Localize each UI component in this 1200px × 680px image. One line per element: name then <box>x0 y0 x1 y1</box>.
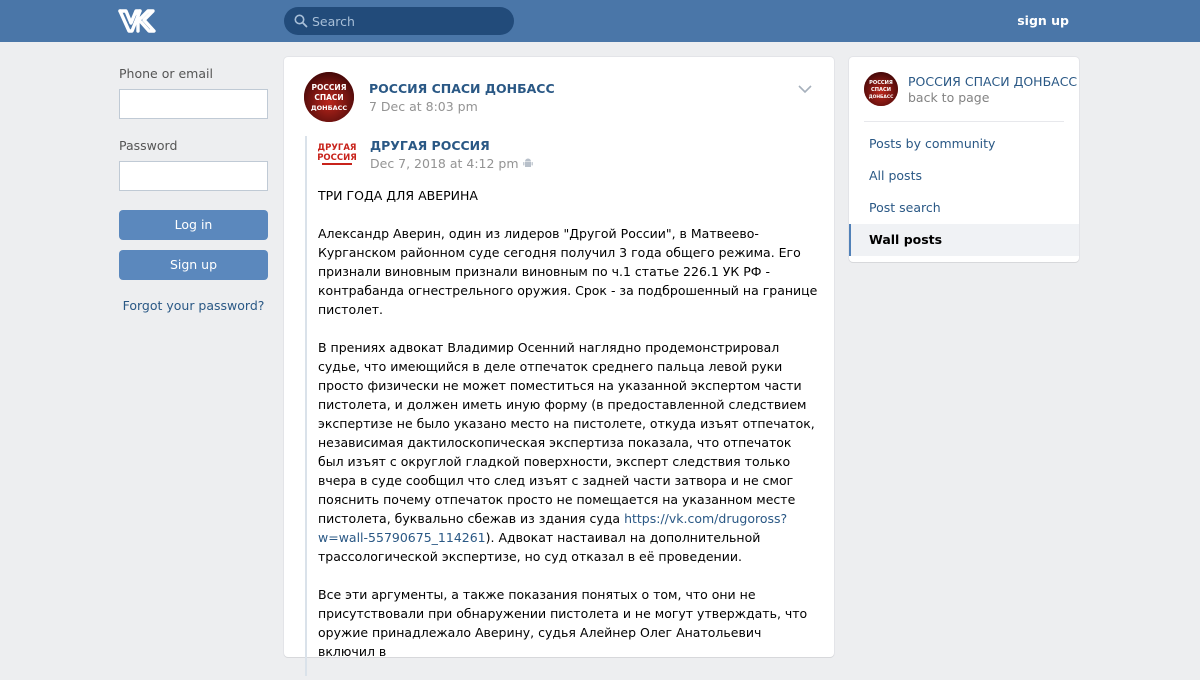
post-inline-link[interactable]: https://vk.com/drugoross?w=wall-55790675_114261 <box>318 511 788 545</box>
community-avatar[interactable] <box>304 72 354 122</box>
search-input[interactable] <box>312 7 507 35</box>
repost-logo-line: ДРУГАЯ <box>317 143 357 153</box>
sidebar-item-all-posts[interactable]: All posts <box>869 168 922 183</box>
repost-date-link[interactable]: Dec 7, 2018 at 4:12 pm <box>370 156 519 171</box>
password-label: Password <box>119 138 178 153</box>
sidebar-community-avatar[interactable] <box>864 72 898 106</box>
password-field[interactable] <box>119 161 268 191</box>
vk-logo-icon[interactable] <box>118 8 154 34</box>
chevron-down-icon[interactable] <box>798 84 812 94</box>
post-title: ТРИ ГОДА ДЛЯ АВЕРИНА <box>318 188 478 203</box>
post-paragraph: Все эти аргументы, а также показания понятых о том, что они не присутствовали при обнаружении пистолета и не могут утверждать, что оружие принадлежало Аверину, судья Алейнер Олег Анатольевич включил в <box>318 587 808 659</box>
sidebar-community-title[interactable]: РОССИЯ СПАСИ ДОНБАСС <box>908 74 1078 89</box>
avatar-text-line: РОССИЯ <box>869 80 893 87</box>
avatar-text-line: ДОНБАСС <box>868 94 894 100</box>
forgot-password-link[interactable]: Forgot your password? <box>122 298 265 313</box>
sidebar-item-post-search[interactable]: Post search <box>869 200 941 215</box>
repost-logo-line: РОССИЯ <box>317 153 357 163</box>
avatar-text-line: ДОНБАСС <box>310 104 348 112</box>
phone-label: Phone or email <box>119 66 213 81</box>
sidebar-item-wall-posts[interactable]: Wall posts <box>849 224 1079 256</box>
search-box[interactable] <box>284 7 514 35</box>
search-icon <box>294 14 308 28</box>
avatar-text-line: СПАСИ <box>314 93 344 102</box>
avatar-text-line: РОССИЯ <box>311 83 347 92</box>
back-to-page-link[interactable]: back to page <box>908 90 990 105</box>
repost-logo[interactable] <box>319 139 355 169</box>
sidebar-menu <box>849 128 1079 256</box>
login-form <box>119 66 268 313</box>
post-text <box>318 186 818 680</box>
header-signup-link[interactable]: sign up <box>1017 13 1069 28</box>
login-button[interactable]: Log in <box>119 210 268 240</box>
repost-date <box>370 156 533 171</box>
community-sidebar <box>849 57 1079 262</box>
sidebar-divider <box>864 121 1064 122</box>
post-date-link[interactable]: 7 Dec at 8:03 pm <box>369 99 478 114</box>
avatar-text-line: СПАСИ <box>871 87 891 94</box>
signup-button[interactable]: Sign up <box>119 250 268 280</box>
repost-author-link[interactable]: ДРУГАЯ РОССИЯ <box>370 138 490 153</box>
wall-post <box>284 57 834 657</box>
post-paragraph: В прениях адвокат Владимир Осенний наглядно продемонстрировал судье, что имеющийся в деле отпечаток среднего пальца левой руки просто физически не может поместиться на указанной экспертом части пистолета, и должен иметь иную форму (в предоставленной следствием экспертизе не было указано место на пистолете, откуда изъят отпечаток, независимая дактилоскопическая экспертиза показала, что отпечаток был изъят с округлой гладкой поверхности, эксперт следствия только вчера в суде сообщил что след изъят с задней части затвора и не смог пояснить почему отпечаток просто не помещается на указанном месте пистолета, буквально сбежав из здания суда https://vk.com/drugoross?w=wall-55790675_114261). Адвокат настаивал на дополнительной трассологической экспертизе, но суд отказал в её проведении. <box>318 340 815 564</box>
android-icon <box>523 158 533 169</box>
post-paragraph: Александр Аверин, один из лидеров "Другой России", в Матвеево-Курганском районном суде сегодня получил 3 года общего режима. Его признали виновным признали виновным по ч.1 статье 226.1 УК РФ - контрабанда огнестрельного оружия. Срок - за подброшенный на границе пистолет. <box>318 226 818 317</box>
repost-divider <box>305 136 307 676</box>
top-header <box>0 0 1200 42</box>
phone-email-field[interactable] <box>119 89 268 119</box>
post-author-link[interactable]: РОССИЯ СПАСИ ДОНБАСС <box>369 81 555 96</box>
sidebar-item-posts-by-community[interactable]: Posts by community <box>869 136 996 151</box>
